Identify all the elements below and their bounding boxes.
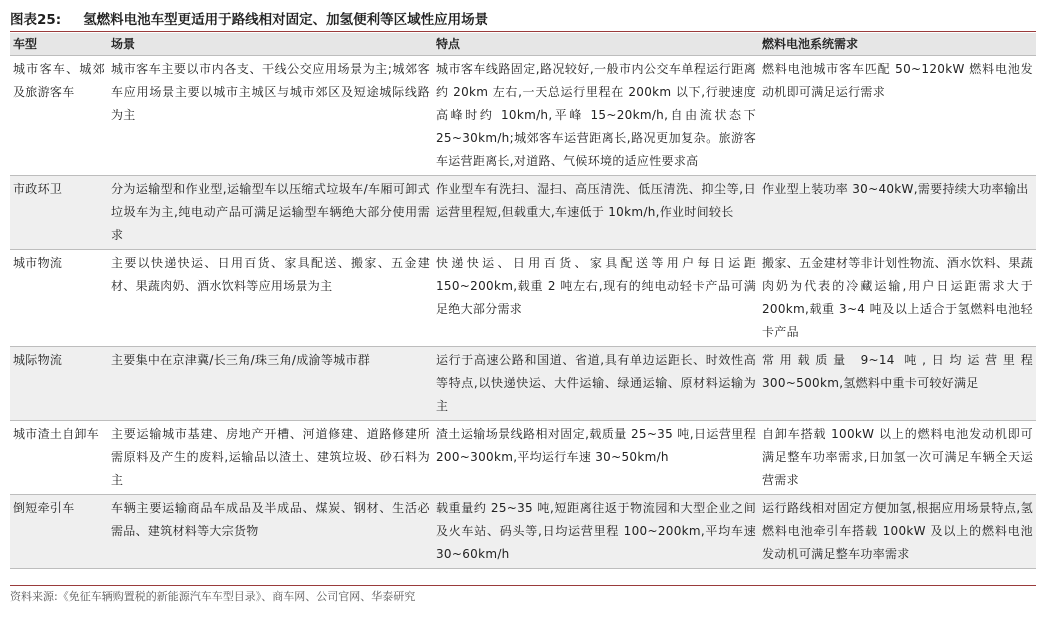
- table-row: [10, 176, 1036, 250]
- table-row: [10, 421, 1036, 495]
- vehicle-scenario-table: [10, 33, 1036, 569]
- cell-demand: 搬家、五金建材等非计划性物流、酒水饮料、果蔬肉奶为代表的冷藏运输,用户日运距需求大于 200km,载重 3~4 吨及以上适合于氢燃料电池轻卡产品: [759, 250, 1036, 347]
- cell-demand: 作业型上装功率 30~40kW,需要持续大功率输出: [759, 176, 1036, 250]
- cell-demand: 燃料电池城市客车匹配 50~120kW 燃料电池发动机即可满足运行需求: [759, 56, 1036, 176]
- cell-feature: 载重量约 25~35 吨,短距离往返于物流园和大型企业之间及火车站、码头等,日均运营里程 100~200km,平均车速 30~60km/h: [433, 495, 759, 569]
- cell-feature: 城市客车线路固定,路况较好,一般市内公交车单程运行距离约 20km 左右,一天总运行里程在 200km 以下,行驶速度高峰时约 10km/h,平峰 15~20km/h,自由流状态下 25~30km/h;城郊客车运营距离长,路况更加复杂。旅游客车运营距离长,对道路、气候环境的适应性要求高: [433, 56, 759, 176]
- cell-vehicle-type: 城市物流: [10, 250, 108, 347]
- cell-vehicle-type: 倒短牵引车: [10, 495, 108, 569]
- cell-scene: 城市客车主要以市内各支、干线公交应用场景为主;城郊客车应用场景主要以城市主城区与城市郊区及短途城际线路为主: [108, 56, 433, 176]
- table-row: [10, 347, 1036, 421]
- header-feature: 特点: [433, 33, 759, 56]
- cell-feature: 运行于高速公路和国道、省道,具有单边运距长、时效性高等特点,以快递快运、大件运输、绿通运输、原材料运输为主: [433, 347, 759, 421]
- cell-scene: 主要以快递快运、日用百货、家具配送、搬家、五金建材、果蔬肉奶、酒水饮料等应用场景为主: [108, 250, 433, 347]
- cell-vehicle-type: 市政环卫: [10, 176, 108, 250]
- table-row: [10, 495, 1036, 569]
- header-vehicle-type: 车型: [10, 33, 108, 56]
- cell-feature: 作业型车有洗扫、湿扫、高压清洗、低压清洗、抑尘等,日运营里程短,但载重大,车速低于 10km/h,作业时间较长: [433, 176, 759, 250]
- table-header-row: [10, 33, 1036, 56]
- cell-vehicle-type: 城市客车、城郊及旅游客车: [10, 56, 108, 176]
- cell-scene: 车辆主要运输商品车成品及半成品、煤炭、钢材、生活必需品、建筑材料等大宗货物: [108, 495, 433, 569]
- table-row: [10, 56, 1036, 176]
- cell-demand: 常用载质量 9~14 吨,日均运营里程 300~500km,氢燃料中重卡可较好满足: [759, 347, 1036, 421]
- cell-vehicle-type: 城市渣土自卸车: [10, 421, 108, 495]
- cell-vehicle-type: 城际物流: [10, 347, 108, 421]
- figure-title: 氢燃料电池车型更适用于路线相对固定、加氢便利等区域性应用场景: [83, 12, 489, 28]
- source-note: 资料来源:《免征车辆购置税的新能源汽车车型目录》、商车网、公司官网、华泰研究: [10, 585, 1036, 604]
- title-divider: [10, 31, 1036, 32]
- table-row: [10, 250, 1036, 347]
- header-fuel-cell-demand: 燃料电池系统需求: [759, 33, 1036, 56]
- cell-feature: 渣土运输场景线路相对固定,载质量 25~35 吨,日运营里程 200~300km,平均运行车速 30~50km/h: [433, 421, 759, 495]
- figure-title-row: [10, 6, 1046, 30]
- cell-demand: 运行路线相对固定方便加氢,根据应用场景特点,氢燃料电池牵引车搭载 100kW 及以上的燃料电池发动机可满足整车功率需求: [759, 495, 1036, 569]
- cell-demand: 自卸车搭载 100kW 以上的燃料电池发动机即可满足整车功率需求,日加氢一次可满足车辆全天运营需求: [759, 421, 1036, 495]
- cell-scene: 主要运输城市基建、房地产开槽、河道修建、道路修建所需原料及产生的废料,运输品以渣土、建筑垃圾、砂石料为主: [108, 421, 433, 495]
- header-scene: 场景: [108, 33, 433, 56]
- cell-feature: 快递快运、日用百货、家具配送等用户每日运距 150~200km,载重 2 吨左右,现有的纯电动轻卡产品可满足绝大部分需求: [433, 250, 759, 347]
- cell-scene: 分为运输型和作业型,运输型车以压缩式垃圾车/车厢可卸式垃圾车为主,纯电动产品可满足运输型车辆绝大部分使用需求: [108, 176, 433, 250]
- cell-scene: 主要集中在京津冀/长三角/珠三角/成渝等城市群: [108, 347, 433, 421]
- figure-number: 图表25:: [10, 12, 62, 28]
